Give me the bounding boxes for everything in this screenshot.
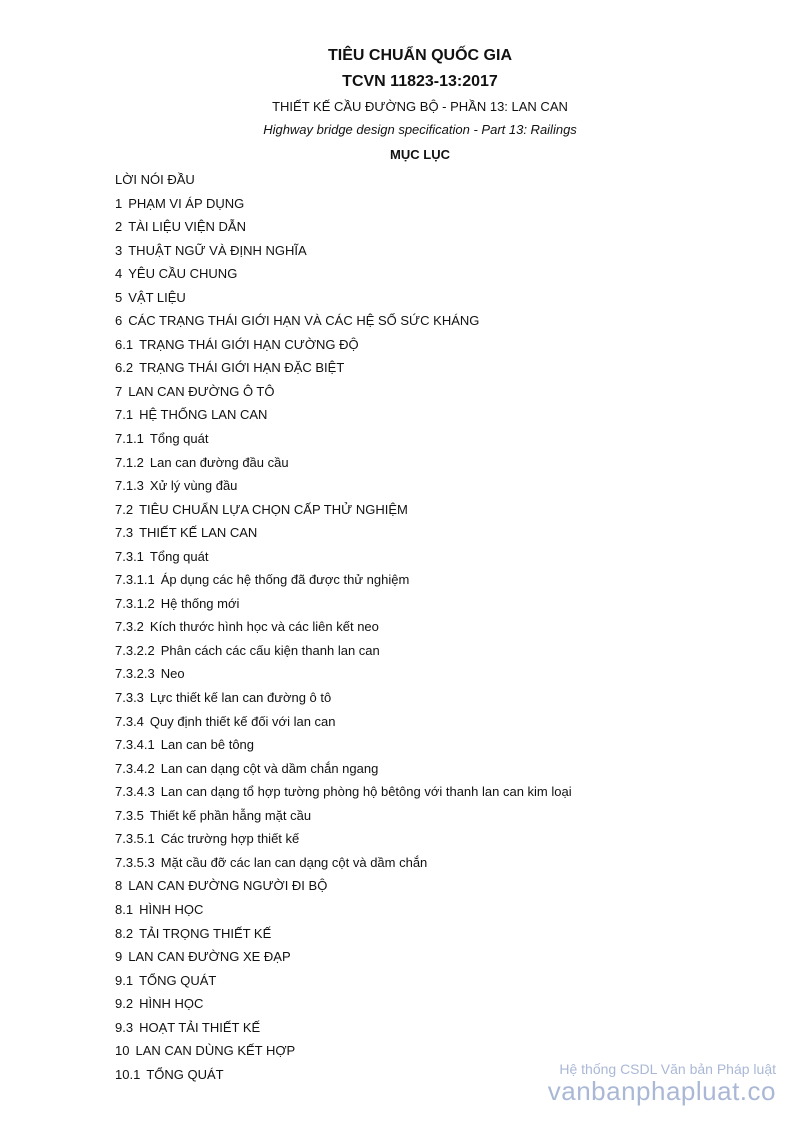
toc-entry-number: 6.2 (115, 360, 134, 376)
toc-entry-label: HÌNH HỌC (139, 996, 204, 1012)
toc-entry[interactable] (115, 286, 755, 310)
toc-entry-label: LAN CAN DÙNG KẾT HỢP (135, 1043, 296, 1059)
toc-entry[interactable] (115, 262, 755, 286)
toc-entry-number: 7.3.4.2 (115, 760, 155, 776)
toc-entry[interactable] (115, 403, 755, 427)
toc-entry-label: Các trường hợp thiết kế (160, 831, 300, 847)
toc-entry-number: 7.3.2.2 (115, 642, 155, 658)
toc-entry-number: 7.3.5.3 (115, 854, 155, 870)
toc-entry-label: Hệ thống mới (160, 595, 240, 611)
toc-entry[interactable] (115, 969, 755, 993)
toc-entry-number: 7.1 (115, 407, 134, 423)
toc-entry-number: 7.1.1 (115, 431, 144, 447)
toc-entry[interactable] (115, 757, 755, 781)
toc-entry-label: Xử lý vùng đầu (149, 478, 238, 494)
toc-entry-label: TRẠNG THÁI GIỚI HẠN CƯỜNG ĐỘ (139, 336, 359, 352)
toc-entry-number: 1 (115, 195, 123, 211)
toc-entry[interactable] (115, 615, 755, 639)
toc-entry-number: 7 (115, 383, 123, 399)
toc-entry-number: 7.1.2 (115, 454, 144, 470)
toc-entry[interactable] (115, 239, 755, 263)
toc-entry[interactable] (115, 945, 755, 969)
toc-entry-number: 8.2 (115, 925, 134, 941)
toc-entry-label: Lan can đường đầu cầu (149, 454, 289, 470)
toc-entry-number: 2 (115, 219, 123, 235)
toc-entry[interactable] (115, 780, 755, 804)
toc-entry-label: VẬT LIỆU (128, 289, 186, 305)
toc-entry-number: 8 (115, 878, 123, 894)
toc-entry-number: 9.1 (115, 972, 134, 988)
toc-entry[interactable] (115, 922, 755, 946)
toc-entry-number: 7.3.4.1 (115, 737, 155, 753)
toc-entry-label: THUẬT NGỮ VÀ ĐỊNH NGHĨA (128, 242, 307, 258)
toc-entry-number: 9.2 (115, 996, 134, 1012)
toc-entry[interactable] (115, 451, 755, 475)
toc-entry-number: 7.3.1.2 (115, 595, 155, 611)
toc-entry[interactable] (115, 474, 755, 498)
toc-entry-label: Lực thiết kế lan can đường ô tô (149, 690, 332, 706)
toc-entry-number: 8.1 (115, 901, 134, 917)
toc-entry[interactable] (115, 192, 755, 216)
toc-entry-label: THIẾT KẾ LAN CAN (139, 525, 258, 541)
toc-entry-label: TRẠNG THÁI GIỚI HẠN ĐẶC BIỆT (139, 360, 345, 376)
toc-entry-number: 7.3.1 (115, 548, 144, 564)
toc-entry-label: TỔNG QUÁT (146, 1066, 224, 1082)
toc-entry-label: LỜI NÓI ĐẦU (115, 172, 195, 187)
toc-entry-label: HOẠT TẢI THIẾT KẾ (139, 1019, 261, 1035)
toc-entry-number: 9.3 (115, 1019, 134, 1035)
table-of-contents (115, 168, 755, 1086)
toc-entry[interactable] (115, 851, 755, 875)
toc-entry-label: LAN CAN ĐƯỜNG Ô TÔ (128, 383, 275, 399)
toc-entry[interactable] (115, 333, 755, 357)
toc-entry-label: Phân cách các cấu kiện thanh lan can (160, 642, 380, 658)
toc-entry[interactable] (115, 592, 755, 616)
toc-entry-label: Tổng quát (149, 548, 209, 564)
toc-entry[interactable] (115, 827, 755, 851)
toc-entry[interactable] (115, 733, 755, 757)
toc-entry[interactable] (115, 521, 755, 545)
toc-entry[interactable] (115, 356, 755, 380)
toc-entry-number: 7.3.1.1 (115, 572, 155, 588)
toc-entry-label: Mặt cầu đỡ các lan can dạng cột và dầm chắn (160, 854, 428, 870)
toc-entry-label: TÀI LIỆU VIỆN DẪN (128, 219, 246, 235)
toc-entry-label: TỔNG QUÁT (139, 972, 217, 988)
toc-entry-number: 6 (115, 313, 123, 329)
toc-entry[interactable] (115, 710, 755, 734)
toc-entry-label: LAN CAN ĐƯỜNG NGƯỜI ĐI BỘ (128, 878, 328, 894)
toc-entry[interactable] (115, 498, 755, 522)
standard-title: TIÊU CHUẨN QUỐC GIA (328, 47, 512, 64)
toc-entry-label: Thiết kế phần hẫng mặt cầu (149, 807, 312, 823)
toc-entry[interactable] (115, 545, 755, 569)
toc-entry[interactable] (115, 427, 755, 451)
toc-entry-number: 10 (115, 1043, 130, 1059)
toc-entry[interactable] (115, 309, 755, 333)
toc-entry[interactable] (115, 992, 755, 1016)
toc-entry-number: 7.2 (115, 501, 134, 517)
toc-entry-number: 7.3.5.1 (115, 831, 155, 847)
toc-entry-number: 7.3.3 (115, 690, 144, 706)
document-title-english: Highway bridge design specification - Part 13: Railings (263, 122, 577, 137)
toc-entry-number: 6.1 (115, 336, 134, 352)
toc-entry-label: Neo (160, 666, 185, 682)
toc-entry-label: PHẠM VI ÁP DỤNG (128, 195, 245, 211)
toc-entry-label: HÌNH HỌC (139, 901, 204, 917)
toc-entry[interactable] (115, 662, 755, 686)
toc-entry-number: 7.3.5 (115, 807, 144, 823)
toc-entry-label: Kích thước hình học và các liên kết neo (149, 619, 379, 635)
toc-entry-label: Áp dụng các hệ thống đã được thử nghiệm (160, 572, 410, 588)
toc-entry[interactable] (115, 380, 755, 404)
toc-entry-number: 7.3.4 (115, 713, 144, 729)
toc-entry[interactable] (115, 168, 755, 192)
toc-entry-number: 4 (115, 266, 123, 282)
toc-entry-label: Quy định thiết kế đối với lan can (149, 713, 336, 729)
watermark-site-logo: vanbanphapluat.co (547, 1076, 776, 1106)
standard-code: TCVN 11823-13:2017 (342, 73, 498, 90)
toc-entry-number: 9 (115, 949, 123, 965)
toc-entry[interactable] (115, 1016, 755, 1040)
toc-entry-number: 7.1.3 (115, 478, 144, 494)
toc-entry[interactable] (115, 568, 755, 592)
toc-entry-number: 5 (115, 289, 123, 305)
toc-entry-number: 7.3 (115, 525, 134, 541)
toc-entry[interactable] (115, 874, 755, 898)
toc-entry-label: Tổng quát (149, 431, 209, 447)
toc-heading: MỤC LỤC (390, 147, 450, 162)
toc-entry-label: TẢI TRỌNG THIẾT KẾ (139, 925, 272, 941)
document-title-vietnamese: THIẾT KẾ CẦU ĐƯỜNG BỘ - PHẦN 13: LAN CAN (272, 99, 568, 114)
watermark-system-text: Hệ thống CSDL Văn bản Pháp luật (559, 1061, 776, 1077)
toc-entry-number: 3 (115, 242, 123, 258)
toc-entry-label: CÁC TRẠNG THÁI GIỚI HẠN VÀ CÁC HỆ SỐ SỨC KHÁNG (128, 313, 480, 329)
toc-entry[interactable] (115, 686, 755, 710)
toc-entry[interactable] (115, 639, 755, 663)
toc-entry-label: Lan can dạng tổ hợp tường phòng hộ bêtông với thanh lan can kim loại (160, 784, 572, 800)
toc-entry-number: 7.3.4.3 (115, 784, 155, 800)
toc-entry-label: HỆ THỐNG LAN CAN (139, 407, 268, 423)
toc-entry-number: 7.3.2.3 (115, 666, 155, 682)
toc-entry-number: 10.1 (115, 1066, 141, 1082)
toc-entry-label: TIÊU CHUẨN LỰA CHỌN CẤP THỬ NGHIỆM (139, 501, 408, 517)
toc-entry-label: YÊU CẦU CHUNG (128, 266, 238, 282)
toc-entry[interactable] (115, 215, 755, 239)
toc-entry-label: Lan can bê tông (160, 737, 255, 753)
toc-entry-number: 7.3.2 (115, 619, 144, 635)
toc-entry-label: Lan can dạng cột và dầm chắn ngang (160, 760, 379, 776)
toc-entry-label: LAN CAN ĐƯỜNG XE ĐẠP (128, 949, 291, 965)
toc-entry[interactable] (115, 898, 755, 922)
toc-entry[interactable] (115, 804, 755, 828)
